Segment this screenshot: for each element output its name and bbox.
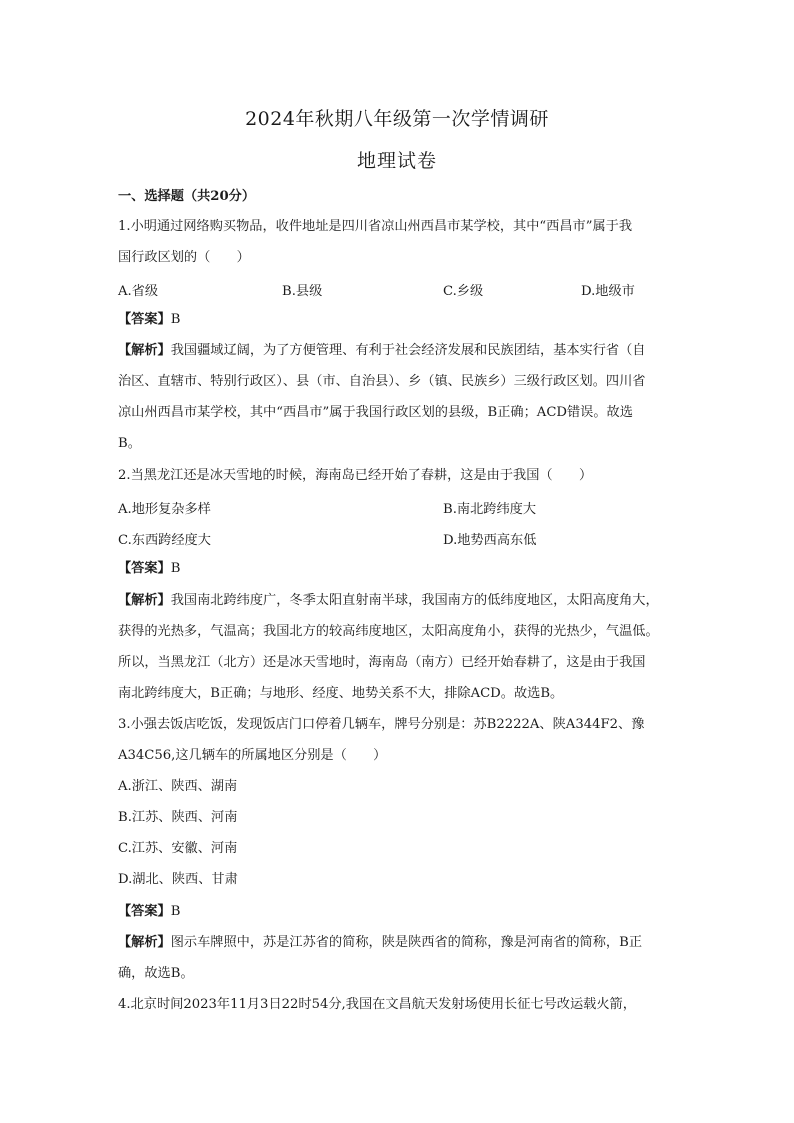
q3-option-d: D.湖北、陕西、甘肃	[118, 872, 238, 887]
q3-answer	[118, 903, 684, 921]
q3-analysis-text-1: 图示车牌照中，苏是江苏省的简称，陕是陕西省的简称，豫是河南省的简称，B正	[170, 935, 643, 950]
q1-analysis-text-1: 我国疆域辽阔，为了方便管理、有利于社会经济发展和民族团结，基本实行省（自	[170, 343, 646, 358]
q1-analysis-label: 【解析】	[118, 343, 171, 358]
q1-analysis-line-2: 治区、直辖市、特别行政区）、县（市、自治县）、乡（镇、民族乡）三级行政区划。四川省	[118, 374, 646, 389]
q1-stem-line-1: 1.小明通过网络购买物品，收件地址是四川省凉山州西昌市某学校，其中“西昌市”属于我	[118, 219, 632, 234]
q1-option-c: C.乡级	[443, 284, 484, 299]
q2-analysis-label: 【解析】	[118, 593, 171, 608]
q1-answer-value: B	[170, 312, 181, 327]
q2-answer-value: B	[170, 561, 181, 576]
q1-stem-line-2: 国行政区划的（ ）	[118, 250, 250, 265]
q3-answer-value: B	[170, 904, 181, 919]
q2-answer-label: 【答案】	[118, 561, 171, 576]
q3-option-c: C.江苏、安徽、河南	[118, 841, 238, 856]
q2-analysis-line-3: 所以，当黑龙江（北方）还是冰天雪地时，海南岛（南方）已经开始春耕了，这是由于我国	[118, 655, 646, 670]
q3-answer-label: 【答案】	[118, 904, 171, 919]
q1-answer	[118, 311, 684, 329]
q2-analysis-text-1: 我国南北跨纬度广，冬季太阳直射南半球，我国南方的低纬度地区，太阳高度角大，	[170, 593, 659, 608]
q1-option-d: D.地级市	[581, 284, 635, 299]
q2-stem-line-1: 2.当黑龙江还是冰天雪地的时候，海南岛已经开始了春耕，这是由于我国（ ）	[118, 468, 593, 483]
exam-subtitle: 地理试卷	[356, 150, 437, 172]
q3-stem-line-2: A34C56,这几辆车的所属地区分别是（ ）	[118, 748, 387, 763]
q1-option-a: A.省级	[118, 284, 159, 299]
q2-option-d: D.地势西高东低	[443, 533, 537, 548]
q1-analysis-line-4: B。	[118, 436, 141, 451]
q4-stem-line-1: 4.北京时间2023年11月3日22时54分,我国在文昌航天发射场使用长征七号改运载火箭，	[118, 997, 636, 1012]
q2-option-a: A.地形复杂多样	[118, 502, 211, 517]
q3-stem-line-1: 3.小强去饭店吃饭，发现饭店门口停着几辆车，牌号分别是：苏B2222A、陕A344F2、豫	[118, 717, 645, 732]
q3-analysis-line-1	[118, 934, 684, 952]
q2-option-b: B.南北跨纬度大	[443, 502, 537, 517]
section-heading: 一、选择题（共20分）	[118, 189, 256, 204]
q2-option-c: C.东西跨经度大	[118, 533, 211, 548]
q2-analysis-line-2: 获得的光热多，气温高；我国北方的较高纬度地区，太阳高度角小，获得的光热少，气温低。	[118, 624, 659, 639]
q1-analysis-line-3: 凉山州西昌市某学校，其中“西昌市”属于我国行政区划的县级，B正确；ACD错误。故选	[118, 405, 633, 420]
q2-analysis-line-4: 南北跨纬度大，B正确；与地形、经度、地势关系不大，排除ACD。故选B。	[118, 686, 564, 701]
q1-analysis-line-1	[118, 342, 684, 360]
q1-answer-label: 【答案】	[118, 312, 171, 327]
q1-option-b: B.县级	[282, 284, 323, 299]
q3-option-b: B.江苏、陕西、河南	[118, 810, 238, 825]
q3-analysis-line-2: 确，故选B。	[118, 966, 194, 981]
q3-analysis-label: 【解析】	[118, 935, 171, 950]
exam-title: 2024年秋期八年级第一次学情调研	[245, 108, 549, 130]
q2-answer	[118, 560, 684, 578]
q3-option-a: A.浙江、陕西、湖南	[118, 779, 238, 794]
q2-analysis-line-1	[118, 592, 684, 610]
